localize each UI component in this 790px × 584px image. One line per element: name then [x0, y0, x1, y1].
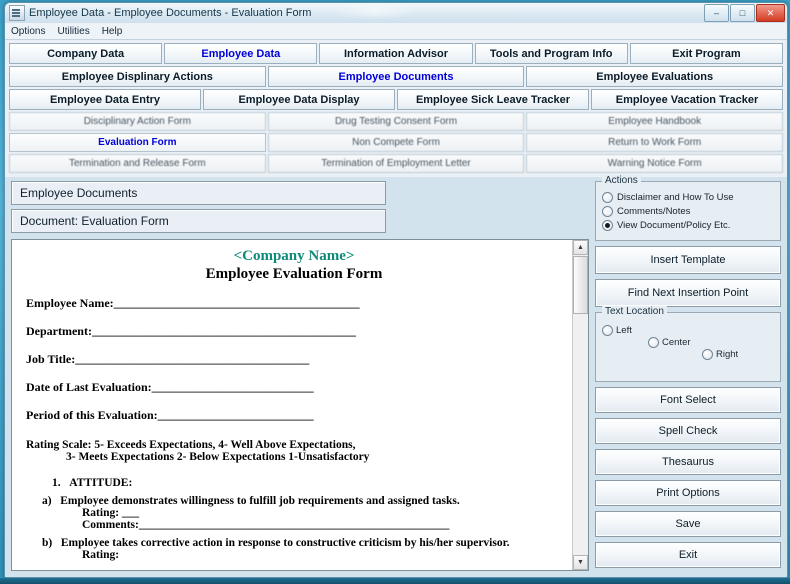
actions-group-title: Actions — [602, 175, 641, 186]
field-employee-name: Employee Name:_________________________________________ — [26, 296, 360, 310]
main-body — [5, 177, 787, 577]
tab-employee-sick-leave-tracker[interactable]: Employee Sick Leave Tracker — [397, 89, 589, 110]
tab-evaluation-form[interactable]: Evaluation Form — [9, 133, 266, 152]
document-tab-row-1 — [9, 112, 783, 131]
tab-employee-vacation-tracker[interactable]: Employee Vacation Tracker — [591, 89, 783, 110]
scroll-up-icon[interactable]: ▲ — [573, 240, 588, 255]
menu-item-utilities[interactable]: Utilities — [57, 25, 90, 37]
document-scrollbar[interactable] — [572, 240, 588, 570]
radio-icon-selected[interactable] — [602, 220, 613, 231]
tab-company-data[interactable]: Company Data — [9, 43, 162, 64]
item-1b-label: b) — [42, 537, 53, 549]
tab-drug-testing-consent-form[interactable]: Drug Testing Consent Form — [268, 112, 525, 131]
field-department: Department:____________________________________________ — [26, 324, 356, 338]
radio-text-left[interactable] — [602, 325, 632, 336]
font-select-button[interactable]: Font Select — [595, 387, 781, 413]
tab-employee-data[interactable]: Employee Data — [164, 43, 317, 64]
scroll-down-icon[interactable]: ▼ — [573, 555, 588, 570]
menu-item-options[interactable]: Options — [11, 25, 46, 37]
radio-label: Right — [716, 349, 739, 360]
document-content[interactable] — [12, 240, 572, 570]
tab-tools-and-program-info[interactable]: Tools and Program Info — [475, 43, 628, 64]
print-options-button[interactable]: Print Options — [595, 480, 781, 506]
section-label-field: Employee Documents — [11, 181, 386, 205]
item-1a-label: a) — [42, 495, 52, 507]
radio-view-document-policy[interactable] — [602, 220, 774, 231]
menu-item-help[interactable]: Help — [101, 25, 123, 37]
app-icon — [9, 5, 25, 21]
radio-label: View Document/Policy Etc. — [617, 220, 731, 231]
radio-comments-notes[interactable] — [602, 206, 774, 217]
text-location-group-title: Text Location — [602, 306, 667, 317]
radio-icon[interactable] — [648, 337, 659, 348]
left-column — [11, 181, 589, 571]
tab-employee-data-display[interactable]: Employee Data Display — [203, 89, 395, 110]
item-1b-rating: Rating: — [82, 549, 120, 561]
tab-area — [5, 40, 787, 177]
tab-return-to-work-form[interactable]: Return to Work Form — [526, 133, 783, 152]
tab-non-compete-form[interactable]: Non Compete Form — [268, 133, 525, 152]
tab-disciplinary-action-form[interactable]: Disciplinary Action Form — [9, 112, 266, 131]
minimize-button[interactable]: – — [704, 4, 729, 22]
radio-label: Disclaimer and How To Use — [617, 192, 734, 203]
document-tab-row-2 — [9, 133, 783, 152]
item-1a-rating: Rating: ___ — [82, 507, 140, 519]
thesaurus-button[interactable]: Thesaurus — [595, 449, 781, 475]
radio-icon[interactable] — [602, 192, 613, 203]
insert-template-button[interactable]: Insert Template — [595, 246, 781, 274]
maximize-button[interactable]: □ — [730, 4, 755, 22]
right-panel — [595, 175, 781, 571]
item-1-heading — [52, 477, 562, 489]
radio-label: Center — [662, 337, 691, 348]
item-1a-comments: Comments:______________________________________________________ — [82, 519, 450, 531]
document-title: Employee Evaluation Form — [205, 266, 383, 282]
tab-warning-notice-form[interactable]: Warning Notice Form — [526, 154, 783, 173]
save-button[interactable]: Save — [595, 511, 781, 537]
tab-employee-data-entry[interactable]: Employee Data Entry — [9, 89, 201, 110]
desktop-taskbar-strip — [0, 578, 790, 584]
window-controls[interactable] — [704, 4, 785, 22]
radio-text-center[interactable] — [648, 337, 691, 348]
find-next-insertion-point-button[interactable]: Find Next Insertion Point — [595, 279, 781, 307]
document-editor[interactable] — [11, 239, 589, 571]
item-1-number: 1. — [52, 477, 61, 489]
tab-termination-and-release-form[interactable]: Termination and Release Form — [9, 154, 266, 173]
title-bar — [5, 3, 787, 23]
tab-employee-handbook[interactable]: Employee Handbook — [526, 112, 783, 131]
rating-scale-line-2: 3- Meets Expectations 2- Below Expectations 1-Unsatisfactory — [66, 451, 370, 463]
tab-employee-evaluations[interactable]: Employee Evaluations — [526, 66, 783, 87]
employee-tab-row — [9, 66, 783, 87]
radio-label: Comments/Notes — [617, 206, 691, 217]
employee-tab-row-2 — [9, 89, 783, 110]
radio-icon[interactable] — [602, 325, 613, 336]
tab-employee-displinary-actions[interactable]: Employee Displinary Actions — [9, 66, 266, 87]
spell-check-button[interactable]: Spell Check — [595, 418, 781, 444]
item-1b — [42, 537, 562, 549]
item-1b-text: Employee takes corrective action in response to constructive criticism by his/her supervisor. — [60, 537, 510, 549]
rating-scale-line-1: Rating Scale: 5- Exceeds Expectations, 4- Well Above Expectations, — [26, 439, 356, 451]
radio-label: Left — [616, 325, 632, 336]
field-job-title: Job Title:_______________________________________ — [26, 352, 310, 366]
radio-text-right[interactable] — [702, 349, 738, 360]
radio-disclaimer-and-how-to-use[interactable] — [602, 192, 774, 203]
document-tab-row-3 — [9, 154, 783, 173]
exit-button[interactable]: Exit — [595, 542, 781, 568]
scrollbar-thumb[interactable] — [573, 256, 588, 314]
tab-termination-of-employment-letter[interactable]: Termination of Employment Letter — [268, 154, 525, 173]
document-company-name: <Company Name> — [233, 248, 355, 264]
item-1a — [42, 495, 562, 507]
rating-scale — [26, 439, 562, 463]
application-window — [4, 2, 788, 578]
main-tab-row — [9, 43, 783, 64]
item-1a-text: Employee demonstrates willingness to fulfill job requirements and assigned tasks. — [60, 495, 460, 507]
tab-information-advisor[interactable]: Information Advisor — [319, 43, 472, 64]
close-button[interactable]: ✕ — [756, 4, 785, 22]
window-title: Employee Data - Employee Documents - Evaluation Form — [29, 7, 312, 19]
radio-icon[interactable] — [602, 206, 613, 217]
text-location-group — [595, 306, 781, 382]
actions-group — [595, 175, 781, 241]
menu-bar[interactable] — [5, 23, 787, 40]
field-date-of-last-evaluation: Date of Last Evaluation:___________________________ — [26, 380, 314, 394]
field-period-of-this-evaluation: Period of this Evaluation:__________________________ — [26, 408, 314, 422]
tab-exit-program[interactable]: Exit Program — [630, 43, 783, 64]
radio-icon[interactable] — [702, 349, 713, 360]
tab-employee-documents[interactable]: Employee Documents — [268, 66, 525, 87]
item-1-title: ATTITUDE: — [69, 477, 133, 489]
document-label-field: Document: Evaluation Form — [11, 209, 386, 233]
